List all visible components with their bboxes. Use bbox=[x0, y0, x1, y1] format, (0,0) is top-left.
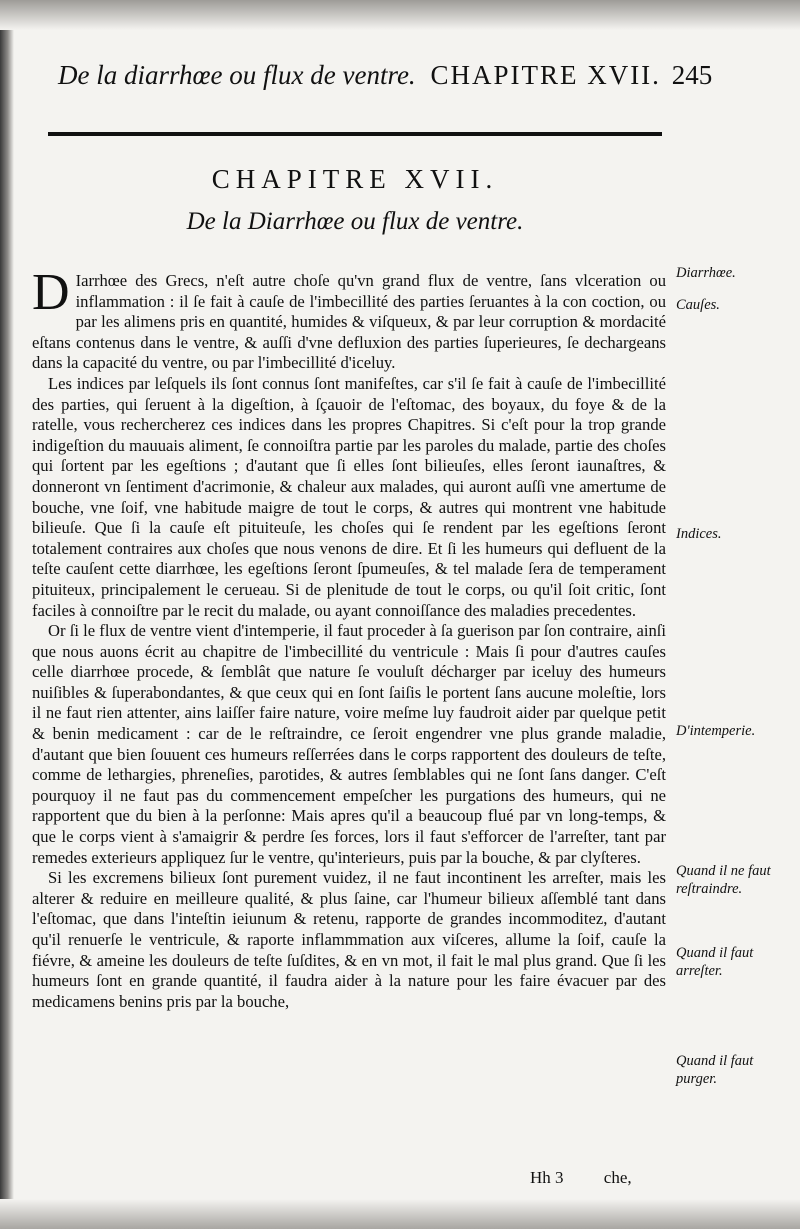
margin-note-purger: Quand il faut purger. bbox=[676, 1053, 754, 1087]
margin-note-diarrhoee: Diarrhœe. bbox=[676, 265, 736, 281]
chapter-heading: CHAPITRE XVII. bbox=[211, 164, 499, 194]
chapter-subtitle: De la Diarrhœe ou flux de ventre. bbox=[186, 208, 524, 235]
paragraph-4: Si les excremens bilieux ſont purement vuidez, il ne faut incontinent les arreſter, mais les alterer & reduire en meilleure qualité, & plus ſaine, car l'humeur bilieux aſſemblé tant dans l'eſtomac, que dans l'inteſtin ieiunum & retenu, rapporte de grandes incommoditez, d'autant qu'il renuerſe le ventricule, & raporte inflammmation aux viſceres, allume la ſoif, cauſe la fiévre, & ameine les douleurs de teſte ſuſdites, & en vn mot, il fait le mal plus grand. Que ſi les humeurs ſont en grande quantité, il faudra aider à la nature pour les faire évacuer par des medicamens benins pris par la bouche, bbox=[32, 868, 666, 1011]
margin-note-intemperie: D'intemperie. bbox=[676, 723, 756, 739]
paragraph-text: Iarrhœe des Grecs, n'eſt autre choſe qu'vn grand flux de ventre, ſans vlceration ou inflammation : il ſe fait à cauſe de l'imbecillité des parties ſeruantes à la con coction, ou par les alimens pris en quantité, humides & viſqueux, & par leur corruption & mordacité eſtans contenus dans le ventre, & auſſi d'vne defluxion des parties ſuperieures, ſe dechargeans dans la capacité du ventre, ou par l'imbecillité d'iceluy. bbox=[32, 271, 666, 373]
running-head bbox=[58, 60, 713, 100]
body-text bbox=[32, 264, 666, 1012]
bottom-edge-shadow bbox=[0, 1199, 800, 1229]
signature-mark: Hh 3 bbox=[530, 1168, 564, 1187]
catchword: che, bbox=[603, 1168, 632, 1187]
margin-note-restraindre: Quand il ne faut reſtraindre. bbox=[676, 863, 771, 897]
margin-note-arrester: Quand il faut arreſter. bbox=[676, 945, 754, 979]
margin-note-causes: Cauſes. bbox=[676, 297, 720, 313]
binding-shadow bbox=[0, 0, 14, 1229]
running-head-title: De la diarrhœe ou flux de ventre. bbox=[58, 60, 416, 90]
catchword-line bbox=[530, 1168, 670, 1192]
header-rule bbox=[48, 132, 662, 136]
running-head-chapter: CHAPITRE XVII. bbox=[430, 60, 661, 90]
paragraph-2: Les indices par leſquels ils ſont connus ſont manifeſtes, car s'il ſe fait à cauſe de l'imbecillité des parties, qui ſeruent à la digeſtion, à ſçauoir de l'eſtomac, des boyaux, du foye & de la ratelle, vous rechercherez ces indices dans les propres Chapitres. Si c'eſt pour la trop grande indigeſtion du mauuais aliment, ſe connoiſtra partie par les paroles du malade, partie des choſes qui ſortent par les egeſtions ; d'autant que ſi elles ſont bilieuſes, elles ſeront iaunaſtres, & donneront vn ſentiment d'acrimonie, & chaleur aux malades, qui auront auſſi vne amertume de bouche, vne ſoif, vne habitude maigre de tout le corps, & autres qui montrent vne habitude bilieuſe. Que ſi la cauſe eſt pituiteuſe, les choſes qui ſe rendent par les egeſtions ſeront totalement contraires aux choſes que nous venons de dire. Et ſi les humeurs qui defluent de la teſte cauſent cette diarrhœe, les egeſtions ſeront ſpumeuſes, & tel malade ſera de temperament pituiteux, principalement le cerueau. Si de plenitude de tout le corps, ou qu'il ſoit critic, ſont faciles à connoiſtre par le recit du malade, ou ayant connoiſſance des maladies precedentes. bbox=[32, 373, 666, 620]
paragraph-1 bbox=[32, 264, 666, 374]
drop-cap: D bbox=[32, 264, 70, 321]
paragraph-3: Or ſi le flux de ventre vient d'intemperie, il faut proceder à ſa guerison par ſon contraire, ainſi que nous auons écrit au chapitre de l'imbecillité du ventricule : Mais ſi pour d'autres cauſes celle diarrhœe procede, & ſemblât que nature ſe vouluſt décharger par iceluy des humeurs nuiſibles & ſuperabondantes, & que ceux qui en ſont ſaiſis le portent ſans aucune moleſtie, lors il ne faut rien attenter, ains laiſſer faire nature, voire meſme luy faudroit aider par quelque petit & benin medicament : car de le reſtraindre, ce ſeroit engendrer vne plus grande maladie, d'autant que bien ſouuent ces humeurs reſſerrées dans le corps rapportent des douleurs de teſte, comme de lethargies, phreneſies, parotides, & autres ſemblables qui ne ſont ſans danger. C'eſt pourquoy il ne faut pas du commencement empeſcher les purgations des humeurs, qui ne rapportent que du bien à la perſonne: Mais apres qu'il a beaucoup flué par vn long-temps, & que le corps vient à s'amaigrir & perdre ſes forces, lors il faut s'efforcer de l'arreſter, tant par remedes exterieurs appliquez ſur le ventre, qu'interieurs, puis par la bouche, & par clyſteres. bbox=[32, 621, 666, 867]
page-number: 245 bbox=[671, 60, 713, 90]
margin-note-indices: Indices. bbox=[676, 526, 722, 542]
top-edge-shadow bbox=[0, 0, 800, 30]
